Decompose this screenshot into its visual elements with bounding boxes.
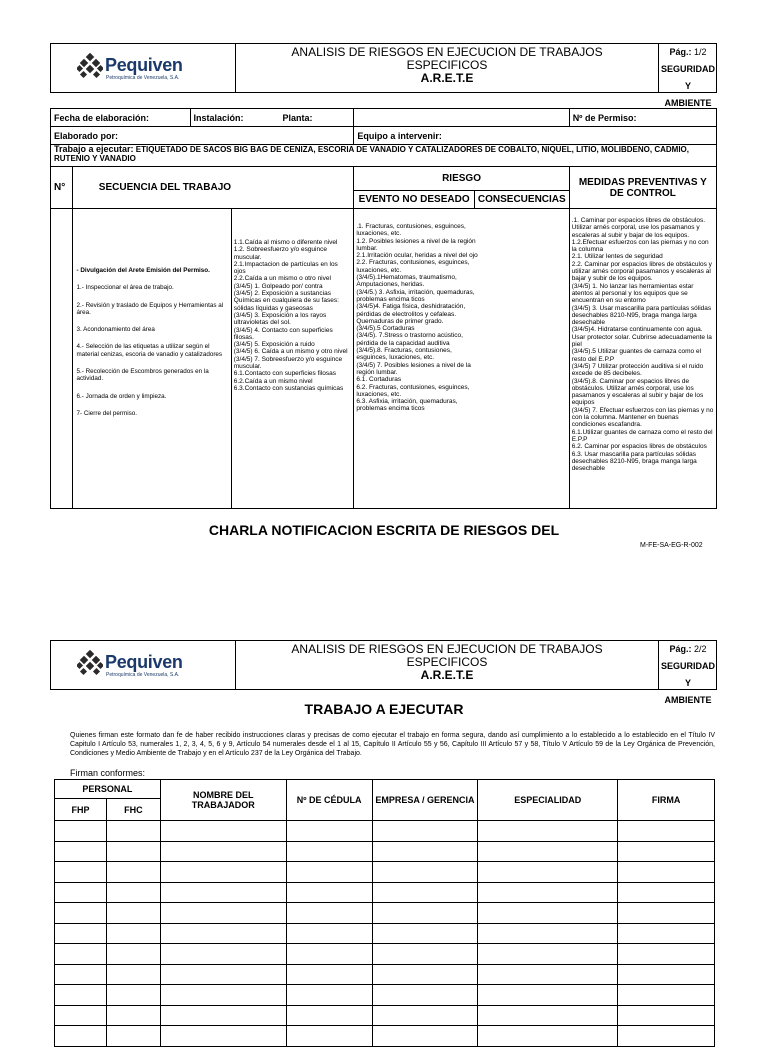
medidas-item: (3/4/5) 7 Utilizar protección auditiva si el ruido excede de 85 decibeles. bbox=[571, 362, 704, 378]
signature-cell[interactable] bbox=[372, 985, 478, 1006]
medidas-item: (3/4/5) 1. No lanzar las herramientas estar atentos al personal y los equipos que se encuentran en su entorno bbox=[571, 282, 694, 305]
signature-cell[interactable] bbox=[478, 862, 618, 883]
consecuencias-list bbox=[356, 223, 480, 413]
page-number bbox=[659, 641, 717, 658]
fhp-header: FHP bbox=[55, 799, 107, 821]
signature-cell[interactable] bbox=[55, 841, 107, 862]
signature-cell[interactable] bbox=[106, 903, 160, 924]
signature-cell[interactable] bbox=[160, 821, 286, 842]
signature-cell[interactable] bbox=[160, 923, 286, 944]
signature-row bbox=[55, 903, 715, 924]
secuencia-cell bbox=[73, 209, 231, 509]
medidas-item: 6.3. Usar mascarilla para partículas sólidas desechables 8210-N95, braga manga larga desechable bbox=[571, 450, 697, 473]
especialidad-header: ESPECIALIDAD bbox=[478, 780, 618, 821]
signature-table bbox=[54, 779, 715, 1047]
signature-cell[interactable] bbox=[160, 841, 286, 862]
evento-item: 6.3.Contacto con sustancias químicas bbox=[233, 384, 344, 392]
page1-header bbox=[50, 43, 717, 108]
signature-cell[interactable] bbox=[106, 1005, 160, 1026]
page-info bbox=[658, 641, 717, 705]
permiso-field[interactable]: Nº de Permiso: bbox=[569, 109, 716, 127]
charla-heading: CHARLA NOTIFICACION ESCRITA DE RIESGOS DEL bbox=[208, 522, 560, 538]
signature-cell[interactable] bbox=[372, 903, 478, 924]
dept-line1: SEGURIDAD Y bbox=[660, 64, 715, 91]
signature-cell[interactable] bbox=[286, 821, 372, 842]
signature-cell[interactable] bbox=[160, 903, 286, 924]
instalacion-field[interactable] bbox=[190, 109, 354, 127]
signature-cell[interactable] bbox=[478, 903, 618, 924]
col-riesgo-header: RIESGO bbox=[354, 167, 569, 191]
logo-subtitle: Petroquímica de Venezuela, S.A. bbox=[106, 75, 180, 81]
dept-line2: AMBIENTE bbox=[664, 98, 712, 108]
consecuencias-item: 2.2. Fracturas, contusiones, esguinces, luxaciones, etc. bbox=[356, 259, 470, 274]
firma-header: FIRMA bbox=[618, 780, 715, 821]
col-evento-header: EVENTO NO DESEADO bbox=[354, 191, 475, 209]
consecuencias-item: 6.1. Cortaduras bbox=[356, 376, 402, 384]
evento-item: (3/4/5) 4. Contacto con superficies filosas. bbox=[233, 326, 333, 341]
signature-cell[interactable] bbox=[286, 985, 372, 1006]
signature-cell[interactable] bbox=[55, 903, 107, 924]
page-label: Pág.: bbox=[669, 644, 692, 654]
n-cell bbox=[51, 209, 73, 509]
signature-cell[interactable] bbox=[160, 964, 286, 985]
secuencia-item: 6.- Jornada de orden y limpieza. bbox=[76, 392, 167, 400]
page-value: 1/2 bbox=[694, 47, 707, 57]
medidas-item: (3/4/5)4. Hidratarse continuamente con agua. Usar protector solar. Cubrirse adecuadamente la piel bbox=[571, 326, 712, 349]
signature-cell[interactable] bbox=[372, 923, 478, 944]
evento-cell bbox=[231, 209, 354, 509]
risk-analysis-table bbox=[50, 108, 717, 509]
signature-cell[interactable] bbox=[55, 1026, 107, 1047]
secuencia-item: - Divulgación del Arete Emisión del Permiso. bbox=[76, 267, 210, 274]
elaborado-field[interactable]: Elaborado por: bbox=[51, 127, 354, 145]
signature-cell[interactable] bbox=[160, 944, 286, 965]
signature-cell[interactable] bbox=[478, 882, 618, 903]
consecuencias-item: 2.1.Irritación ocular, heridas a nivel del ojo bbox=[356, 252, 478, 260]
dept-line1: SEGURIDAD Y bbox=[660, 661, 715, 688]
medidas-item: 6.1.Utilizar guantes de carnaza como el resto del E.P.P bbox=[571, 428, 713, 443]
signature-cell[interactable] bbox=[55, 964, 107, 985]
consecuencias-item: .1. Fracturas, contusiones, esguinces, luxaciones, etc. bbox=[356, 223, 466, 238]
signature-cell[interactable] bbox=[106, 821, 160, 842]
declaration-text: Quienes firman este formato dan fe de haber recibido instrucciones claras y precisas de como ejecutar el trabajo en forma segura, dando así cumplimiento a lo establecido a lo establecido en el Título IV Capitulo I Artículo 53, numerales 1, 2, 3, 4, 5, 6 y 9, Artículo 54 numerales desde el 1 al 15, Capítulo II Artículo 55 y 56, Capítulo III Artículo 57 y 58, Título V Artículo 59 de la Ley Orgánica de Prevención, Condiciones y Medio Ambiente de Trabajo y en el Artículo 237 de la Ley Orgánica del Trabajo. bbox=[70, 732, 715, 757]
signature-cell[interactable] bbox=[478, 923, 618, 944]
secuencia-item: 7- Cierre del permiso. bbox=[76, 409, 138, 417]
title-line1: ANALISIS DE RIESGOS EN EJECUCION DE TRABAJOS bbox=[291, 642, 603, 656]
signature-cell[interactable] bbox=[372, 964, 478, 985]
secuencia-item: 3. Acondonamiento del área bbox=[76, 326, 155, 334]
dept-line2: AMBIENTE bbox=[664, 695, 712, 705]
signature-cell[interactable] bbox=[478, 944, 618, 965]
consecuencias-cell bbox=[354, 209, 569, 509]
medidas-item: (3/4/5).8. Caminar por espacios libres de obstáculos. Utilizar arnés corporal, use los pasamanos y escaleras al subir y bajar de los equipos bbox=[571, 377, 704, 407]
logo-name: Pequiven bbox=[105, 652, 183, 672]
signature-cell[interactable] bbox=[372, 1026, 478, 1047]
signature-cell[interactable] bbox=[286, 964, 372, 985]
signature-cell[interactable] bbox=[478, 1026, 618, 1047]
signature-cell[interactable] bbox=[55, 944, 107, 965]
consecuencias-item: (3/4/5) 7. Posibles lesiones a nivel de la región lumbar. bbox=[356, 361, 471, 376]
signature-row bbox=[55, 882, 715, 903]
pequiven-emblem-icon bbox=[77, 650, 103, 676]
signature-cell[interactable] bbox=[286, 903, 372, 924]
signature-cell[interactable] bbox=[478, 841, 618, 862]
signature-cell[interactable] bbox=[286, 1026, 372, 1047]
secuencia-item: 5.- Recolección de Escombros generados en la actividad. bbox=[76, 368, 209, 383]
signature-cell[interactable] bbox=[618, 882, 715, 903]
medidas-item: .1. Caminar por espacios libres de obstáculos. Utilizar arnés corporal, use los pasamanos y escaleras al subir y bajar de los equipos. bbox=[571, 217, 706, 239]
evento-item: 1.1.Caída al mismo o diferente nivel bbox=[233, 239, 338, 246]
medidas-cell bbox=[569, 209, 716, 509]
signature-cell[interactable] bbox=[55, 821, 107, 842]
signature-row bbox=[55, 821, 715, 842]
page-number bbox=[659, 44, 717, 61]
medidas-list bbox=[572, 217, 714, 472]
signature-cell[interactable] bbox=[618, 862, 715, 883]
signature-cell[interactable] bbox=[106, 985, 160, 1006]
medidas-item: 2.2. Caminar por espacios libres de obstáculos y utilizar arnés corporal pasamanos y escaleras al bajar y subir de los equipos. bbox=[571, 260, 712, 283]
col-secuencia-header: SECUENCIA DEL TRABAJO bbox=[73, 167, 354, 209]
signature-cell[interactable] bbox=[55, 862, 107, 883]
signature-cell[interactable] bbox=[160, 985, 286, 1006]
planta-value-field[interactable] bbox=[354, 109, 569, 127]
evento-list bbox=[234, 239, 352, 392]
page-label: Pág.: bbox=[669, 47, 692, 57]
signature-row bbox=[55, 841, 715, 862]
signature-cell[interactable] bbox=[372, 862, 478, 883]
consecuencias-item: 6.2. Fracturas, contusiones, esguinces, luxaciones, etc. bbox=[356, 383, 470, 398]
signature-cell[interactable] bbox=[160, 1005, 286, 1026]
col-medidas-header: MEDIDAS PREVENTIVAS Y DE CONTROL bbox=[569, 167, 716, 209]
fecha-field[interactable]: Fecha de elaboración: bbox=[51, 109, 191, 127]
signature-cell[interactable] bbox=[106, 923, 160, 944]
evento-item: (3/4/5) 3. Exposición a los rayos ultravioletas del sol. bbox=[233, 311, 327, 327]
signature-cell[interactable] bbox=[55, 1005, 107, 1026]
signature-row bbox=[55, 1026, 715, 1047]
signature-cell[interactable] bbox=[106, 944, 160, 965]
page-info bbox=[658, 44, 717, 108]
medidas-item: (3/4/5) 7. Efectuar esfuerzos con las piernas y no con la columna. Mantener en buenas condiciones escafandra. bbox=[571, 406, 714, 429]
signature-cell[interactable] bbox=[372, 882, 478, 903]
signature-cell[interactable] bbox=[618, 903, 715, 924]
signature-cell[interactable] bbox=[55, 985, 107, 1006]
secuencia-item: 2.- Revisión y traslado de Equipos y Herramientas al área. bbox=[76, 301, 224, 316]
evento-item: (3/4/5) 7. Sobreesfuerzo y/o esguince muscular. bbox=[233, 355, 343, 371]
consecuencias-item: (3/4/5).1Hematomas, traumatismo, Amputaciones, heridas. bbox=[356, 274, 457, 289]
signature-row bbox=[55, 964, 715, 985]
signature-cell[interactable] bbox=[55, 923, 107, 944]
signature-cell[interactable] bbox=[106, 1026, 160, 1047]
signature-cell[interactable] bbox=[618, 1005, 715, 1026]
document-title bbox=[236, 641, 658, 689]
fhc-header: FHC bbox=[106, 799, 160, 821]
signature-cell[interactable] bbox=[478, 964, 618, 985]
signature-cell[interactable] bbox=[286, 862, 372, 883]
signature-cell[interactable] bbox=[106, 862, 160, 883]
consecuencias-item: (3/4/5).5 Cortaduras bbox=[356, 325, 415, 333]
title-line3: A.R.E.T.E bbox=[420, 71, 474, 85]
logo-cell bbox=[51, 44, 236, 92]
signature-row bbox=[55, 985, 715, 1006]
document-title bbox=[236, 44, 658, 92]
signature-cell[interactable] bbox=[55, 882, 107, 903]
signature-cell[interactable] bbox=[618, 841, 715, 862]
trabajo-field bbox=[51, 145, 717, 167]
secuencia-list bbox=[76, 267, 227, 417]
signature-rows bbox=[55, 821, 715, 1047]
medidas-item: (3/4/5).5 Utilizar guantes de carnaza como el resto del E.P.P bbox=[571, 348, 702, 363]
firman-label: Firman conformes: bbox=[70, 768, 146, 778]
medidas-item: 1.2.Efectuar esfuerzos con las piernas y no con la columna bbox=[571, 238, 709, 254]
signature-cell[interactable] bbox=[372, 841, 478, 862]
col-consecuencias-header: CONSECUENCIAS bbox=[474, 191, 569, 209]
signature-cell[interactable] bbox=[372, 821, 478, 842]
consecuencias-item: (3/4/5). 7.Stress o trastorno acústico, pérdida de la capacidad auditiva bbox=[356, 332, 463, 347]
personal-header: PERSONAL bbox=[55, 780, 161, 799]
col-n-header: N° bbox=[51, 167, 73, 209]
signature-cell[interactable] bbox=[106, 964, 160, 985]
signature-cell[interactable] bbox=[106, 882, 160, 903]
page-value: 2/2 bbox=[694, 644, 707, 654]
evento-item: 6.2.Caída a un mismo nivel bbox=[233, 377, 313, 385]
evento-item: 2.2.Caída a un mismo o otro nivel bbox=[233, 275, 331, 283]
evento-item: 6.1.Contacto con superficies filosas bbox=[233, 370, 336, 378]
instalacion-label: Instalación: bbox=[193, 112, 244, 123]
signature-cell[interactable] bbox=[286, 841, 372, 862]
signature-cell[interactable] bbox=[160, 862, 286, 883]
empresa-header: EMPRESA / GERENCIA bbox=[372, 780, 478, 821]
page2-header bbox=[50, 640, 717, 705]
evento-item: (3/4/5) 2. Exposición a sustancias Químicas en cualquiera de su fases: sólidas líquidas y gaseosas bbox=[233, 290, 339, 312]
signature-cell[interactable] bbox=[618, 923, 715, 944]
signature-cell[interactable] bbox=[478, 1005, 618, 1026]
consecuencias-item: (3/4/5).8. Fracturas, contusiones, esguinces, luxaciones, etc. bbox=[356, 347, 452, 362]
medidas-item: (3/4/5) 3. Usar mascarilla para partículas sólidas desechables 8210-N95, braga manga larga desechable bbox=[571, 304, 712, 327]
signature-row bbox=[55, 862, 715, 883]
secuencia-item: 1.- Inspeccionar el área de trabajo. bbox=[76, 284, 174, 292]
equipo-field[interactable]: Equipo a intervenir: bbox=[354, 127, 717, 145]
signature-row bbox=[55, 1005, 715, 1026]
evento-item: (3/4/5) 5. Exposición a ruido bbox=[233, 341, 315, 349]
consecuencias-item: 1.2. Posibles lesiones a nivel de la región lumbar. bbox=[356, 237, 476, 252]
planta-label: Planta: bbox=[282, 112, 313, 123]
form-code: M-FE-SA-EG-R-002 bbox=[640, 542, 703, 549]
signature-cell[interactable] bbox=[618, 944, 715, 965]
signature-cell[interactable] bbox=[160, 882, 286, 903]
pequiven-emblem-icon bbox=[77, 53, 103, 79]
trabajo-heading: TRABAJO A EJECUTAR bbox=[304, 701, 464, 717]
title-line2: ESPECIFICOS bbox=[406, 655, 488, 669]
pequiven-logo bbox=[77, 53, 183, 84]
evento-item: 2.1.Impactacion de partículas en los ojos bbox=[233, 260, 338, 276]
secuencia-item: 4.- Selección de las etiquetas a utilizar según el material cenizas, escoria de vanadio y catalizadores bbox=[76, 343, 223, 358]
signature-row bbox=[55, 944, 715, 965]
signature-cell[interactable] bbox=[286, 923, 372, 944]
logo-name: Pequiven bbox=[105, 55, 183, 75]
evento-item: (3/4/5) 1. Golpeado por/ contra bbox=[233, 282, 323, 290]
signature-cell[interactable] bbox=[618, 821, 715, 842]
signature-cell[interactable] bbox=[106, 841, 160, 862]
signature-cell[interactable] bbox=[286, 944, 372, 965]
pequiven-logo bbox=[77, 650, 183, 681]
logo-cell bbox=[51, 641, 236, 689]
signature-cell[interactable] bbox=[286, 882, 372, 903]
signature-cell[interactable] bbox=[478, 985, 618, 1006]
medidas-item: 2.1. Utilizar lentes de seguridad bbox=[571, 253, 663, 261]
cedula-header: Nº DE CÉDULA bbox=[286, 780, 372, 821]
consecuencias-item: (3/4/5)4. Fatiga física, deshidratación, pérdidas de electrolitos y cefaleas. Quemaduras de primer grado. bbox=[356, 303, 466, 325]
signature-cell[interactable] bbox=[478, 821, 618, 842]
signature-cell[interactable] bbox=[618, 964, 715, 985]
signature-cell[interactable] bbox=[286, 1005, 372, 1026]
logo-subtitle: Petroquímica de Venezuela, S.A. bbox=[106, 672, 180, 678]
trabajo-label: Trabajo a ejecutar: bbox=[54, 144, 134, 154]
signature-row bbox=[55, 923, 715, 944]
nombre-header: NOMBRE DEL TRABAJADOR bbox=[160, 780, 286, 821]
signature-cell[interactable] bbox=[372, 944, 478, 965]
evento-item: (3/4/5) 6. Caída a un mismo y otro nivel bbox=[233, 348, 348, 356]
consecuencias-item: (3/4/5.) 3. Asfixia, irritación, quemaduras, problemas encima ticos bbox=[356, 288, 475, 303]
trabajo-value: ETIQUETADO DE SACOS BIG BAG DE CENIZA, ESCORIA DE VANADIO Y CATALIZADORES DE COBALTO, NIQUEL, LITIO, MOLIBDENO, CADMIO, RUTENIO Y VANADIO bbox=[54, 145, 689, 163]
title-line1: ANALISIS DE RIESGOS EN EJECUCION DE TRABAJOS bbox=[291, 45, 603, 59]
signature-cell[interactable] bbox=[618, 1026, 715, 1047]
signature-cell[interactable] bbox=[160, 1026, 286, 1047]
medidas-item: 6.2. Caminar por espacios libres de obstáculos bbox=[571, 443, 707, 451]
evento-item: 1.2. Sobreesfuerzo y/o esguince muscular. bbox=[233, 246, 327, 261]
signature-cell[interactable] bbox=[372, 1005, 478, 1026]
title-line2: ESPECIFICOS bbox=[406, 58, 488, 72]
title-line3: A.R.E.T.E bbox=[420, 668, 474, 682]
signature-cell[interactable] bbox=[618, 985, 715, 1006]
consecuencias-item: 6.3. Asfixia, irritación, quemaduras, problemas encima ticos bbox=[356, 398, 458, 413]
